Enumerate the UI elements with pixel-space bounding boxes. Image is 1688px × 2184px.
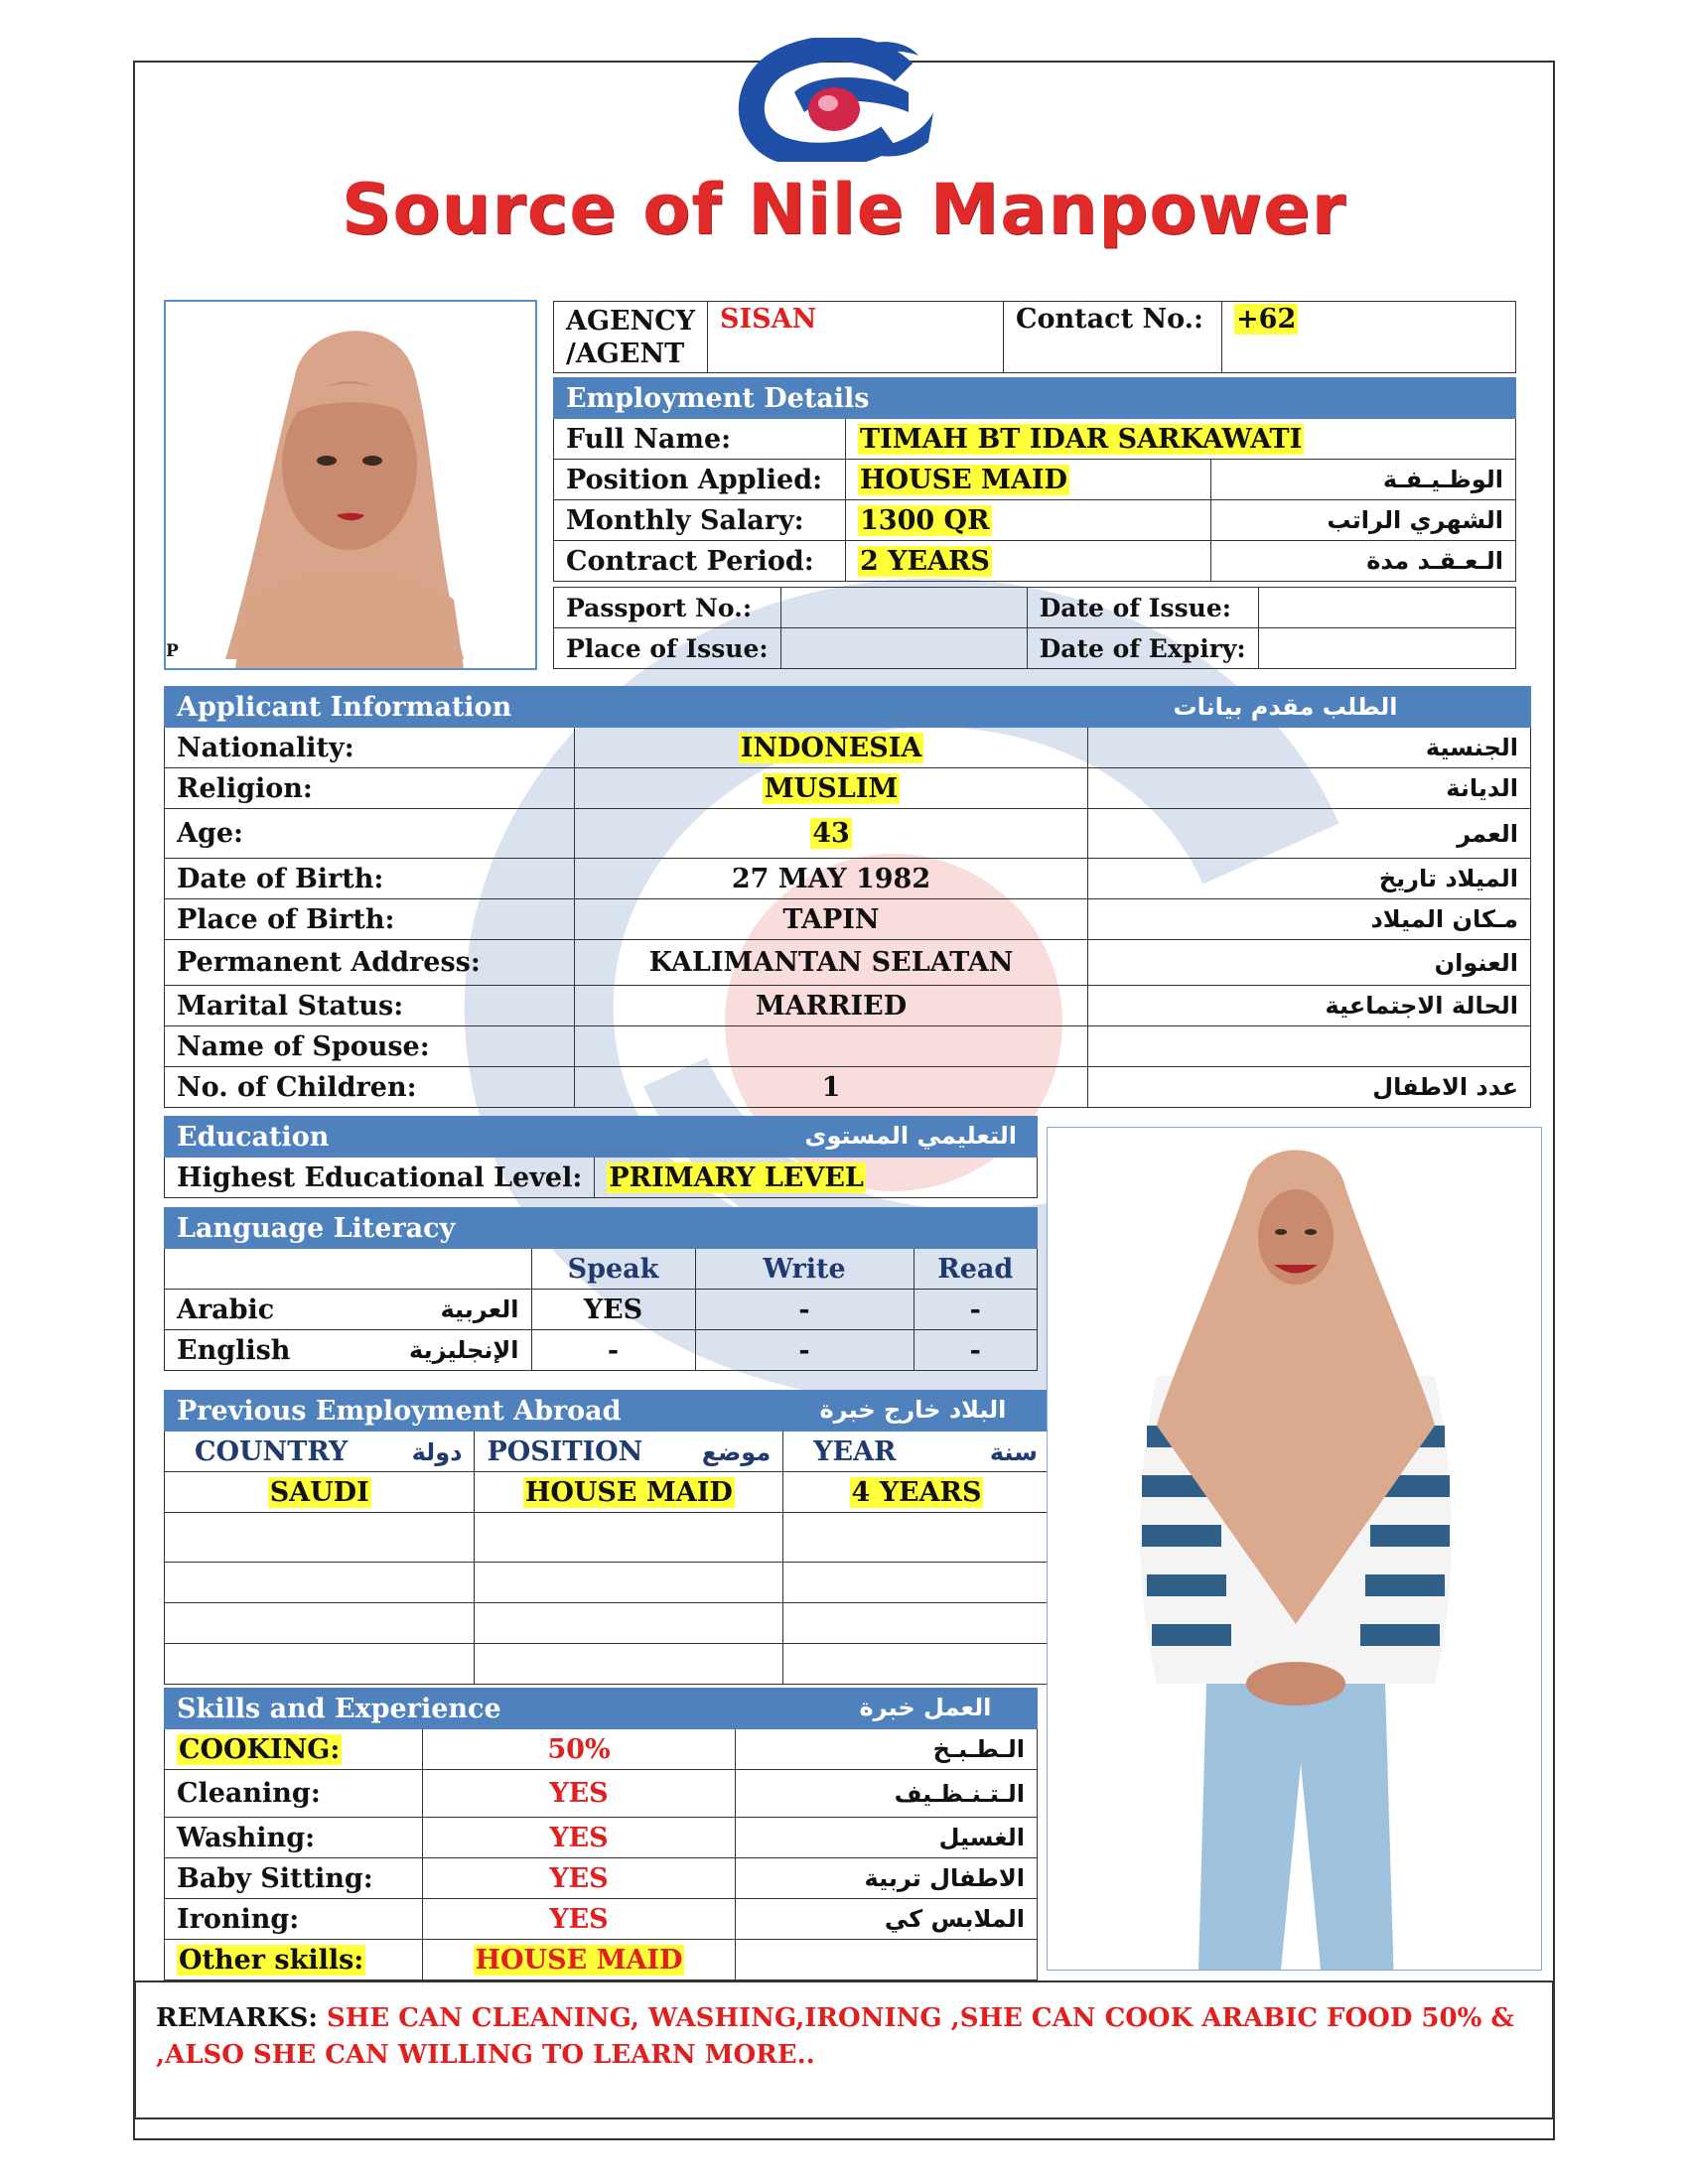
education-value: PRIMARY LEVEL xyxy=(609,1161,864,1193)
portrait-image xyxy=(166,302,535,668)
place-issue-label: Place of Issue: xyxy=(554,628,781,669)
prev-year-cell xyxy=(783,1472,1051,1513)
skills-title-ar: العمل خبرة xyxy=(859,1693,992,1721)
previous-title-row xyxy=(165,1391,1051,1432)
expiry-value xyxy=(1258,628,1515,669)
applicant-title: Applicant Information xyxy=(165,687,1088,728)
cleaning-value: YES xyxy=(423,1770,736,1818)
religion-label: Religion: xyxy=(165,768,575,809)
read-header: Read xyxy=(914,1249,1037,1290)
washing-value: YES xyxy=(423,1818,736,1858)
nationality-cell xyxy=(575,728,1088,768)
applicant-table xyxy=(164,686,1531,1108)
passport-label: Passport No.: xyxy=(554,588,781,628)
write-header: Write xyxy=(695,1249,914,1290)
empty-cell xyxy=(475,1513,783,1563)
education-title-ar: التعليمي المستوى xyxy=(804,1121,1017,1150)
address-value: KALIMANTAN SELATAN xyxy=(575,940,1088,986)
empty-cell xyxy=(783,1644,1051,1685)
year-header xyxy=(783,1432,1051,1472)
agency-table xyxy=(553,301,1516,373)
spouse-label: Name of Spouse: xyxy=(165,1026,575,1067)
pob-value: TAPIN xyxy=(575,899,1088,940)
empty-cell xyxy=(165,1563,475,1603)
babysitting-value: YES xyxy=(423,1858,736,1899)
age-label: Age: xyxy=(165,809,575,859)
salary-label: Monthly Salary: xyxy=(554,500,846,541)
cooking-label-ar: الـطـبـخ xyxy=(736,1729,1038,1770)
religion-cell xyxy=(575,768,1088,809)
education-title-row xyxy=(165,1117,1038,1158)
empty-cell xyxy=(475,1603,783,1644)
company-logo-icon xyxy=(725,38,943,162)
arabic-write: - xyxy=(695,1290,914,1330)
pob-label-ar: مـكان الميلاد xyxy=(1088,899,1531,940)
marital-label: Marital Status: xyxy=(165,986,575,1026)
arabic-read: - xyxy=(914,1290,1037,1330)
empty-cell xyxy=(165,1513,475,1563)
address-label-ar: العنوان xyxy=(1088,940,1531,986)
position-value: HOUSE MAID xyxy=(860,464,1067,495)
empty-cell xyxy=(783,1603,1051,1644)
issue-date-value xyxy=(1258,588,1515,628)
empty-cell xyxy=(475,1644,783,1685)
contact-label: Contact No.: xyxy=(1004,302,1222,373)
contract-label: Contract Period: xyxy=(554,541,846,582)
applicant-portrait-photo xyxy=(164,300,537,670)
age-cell xyxy=(575,809,1088,859)
previous-employment-table xyxy=(164,1390,1051,1685)
year-header-ar: سنة xyxy=(989,1437,1038,1466)
washing-label: Washing: xyxy=(165,1818,423,1858)
ironing-label-ar: الملابس كي xyxy=(736,1899,1038,1940)
salary-cell xyxy=(846,500,1211,541)
spouse-value xyxy=(575,1026,1088,1067)
other-skills-label: Other skills: xyxy=(179,1944,364,1976)
children-label-ar: عدد الاطفال xyxy=(1088,1067,1531,1108)
arabic-label-ar: العربية xyxy=(324,1290,532,1330)
other-skills-label-ar xyxy=(736,1940,1038,1980)
dob-value: 27 MAY 1982 xyxy=(575,859,1088,899)
children-value: 1 xyxy=(575,1067,1088,1108)
skills-title-row xyxy=(165,1689,1038,1729)
previous-title-ar: البلاد خارج خبرة xyxy=(819,1395,1007,1424)
full-name-value: TIMAH BT IDAR SARKAWATI xyxy=(860,423,1303,455)
remarks-text: SHE CAN CLEANING, WASHING,IRONING ,SHE CAN COOK ARABIC FOOD 50% & ,ALSO SHE CAN WILLING TO LEARN MORE.. xyxy=(156,2003,1514,2070)
education-table xyxy=(164,1116,1038,1198)
arabic-label: Arabic xyxy=(165,1290,324,1330)
nationality-label: Nationality: xyxy=(165,728,575,768)
previous-title: Previous Employment Abroad xyxy=(177,1395,622,1427)
other-skills-cell xyxy=(165,1940,423,1980)
skills-title: Skills and Experience xyxy=(177,1693,501,1724)
other-skills-value: HOUSE MAID xyxy=(475,1944,683,1976)
pob-label: Place of Birth: xyxy=(165,899,575,940)
education-cell xyxy=(595,1158,1038,1198)
religion-label-ar: الديانة xyxy=(1088,768,1531,809)
education-label: Highest Educational Level: xyxy=(165,1158,595,1198)
cleaning-label: Cleaning: xyxy=(165,1770,423,1818)
expiry-label: Date of Expiry: xyxy=(1027,628,1258,669)
babysitting-label: Baby Sitting: xyxy=(165,1858,423,1899)
prev-country: SAUDI xyxy=(269,1476,369,1508)
contact-cell xyxy=(1222,302,1516,373)
religion-value: MUSLIM xyxy=(764,772,899,804)
empty-cell xyxy=(783,1563,1051,1603)
applicant-title-ar: الطلب مقدم بيانات xyxy=(1088,687,1531,728)
employment-title: Employment Details xyxy=(554,378,1516,419)
address-label: Permanent Address: xyxy=(165,940,575,986)
country-header xyxy=(165,1432,475,1472)
applicant-full-body-photo xyxy=(1047,1127,1542,1971)
issue-date-label: Date of Issue: xyxy=(1027,588,1258,628)
education-title: Education xyxy=(177,1121,330,1153)
full-body-image xyxy=(1048,1128,1541,1970)
company-name: Source of Nile Manpower xyxy=(341,169,1347,250)
prev-year: 4 YEARS xyxy=(851,1476,982,1508)
passport-value xyxy=(780,588,1027,628)
cooking-value: 50% xyxy=(423,1729,736,1770)
empty-cell xyxy=(165,1644,475,1685)
cleaning-label-ar: الـتـنـظـيف xyxy=(736,1770,1038,1818)
cooking-cell xyxy=(165,1729,423,1770)
prev-position-cell xyxy=(475,1472,783,1513)
full-name-label: Full Name: xyxy=(554,419,846,460)
contact-value: +62 xyxy=(1236,304,1297,335)
remarks-box xyxy=(134,1980,1554,2119)
empty-cell xyxy=(783,1513,1051,1563)
passport-table xyxy=(553,587,1516,669)
agency-label-line1: AGENCY xyxy=(566,305,696,337)
contract-value: 2 YEARS xyxy=(860,545,990,577)
agency-value: SISAN xyxy=(708,302,1004,373)
contract-cell xyxy=(846,541,1211,582)
empty-cell xyxy=(475,1563,783,1603)
remarks-label: REMARKS: xyxy=(156,2003,318,2033)
position-header-ar: موضع xyxy=(701,1437,772,1466)
english-write: - xyxy=(695,1330,914,1371)
salary-label-ar: الشهري الراتب xyxy=(1211,500,1516,541)
full-name-cell xyxy=(846,419,1516,460)
language-corner xyxy=(165,1249,532,1290)
agency-label-line2: /AGENT xyxy=(566,338,685,369)
nationality-label-ar: الجنسية xyxy=(1088,728,1531,768)
other-skills-value-cell xyxy=(423,1940,736,1980)
age-label-ar: العمر xyxy=(1088,809,1531,859)
position-header-en: POSITION xyxy=(487,1435,643,1467)
washing-label-ar: الغسيل xyxy=(736,1818,1038,1858)
employment-table xyxy=(553,377,1516,582)
skills-table xyxy=(164,1688,1038,1980)
language-table xyxy=(164,1207,1038,1371)
ironing-value: YES xyxy=(423,1899,736,1940)
year-header-en: YEAR xyxy=(813,1435,897,1467)
cooking-label: COOKING: xyxy=(179,1733,341,1765)
position-header xyxy=(475,1432,783,1472)
english-label: English xyxy=(165,1330,324,1371)
language-title: Language Literacy xyxy=(165,1208,1038,1249)
spouse-label-ar xyxy=(1088,1026,1531,1067)
photo-mark: P xyxy=(166,641,179,661)
position-cell xyxy=(846,460,1211,500)
age-value: 43 xyxy=(812,818,850,849)
country-header-ar: دولة xyxy=(411,1437,463,1466)
nationality-value: INDONESIA xyxy=(740,732,922,763)
country-header-en: COUNTRY xyxy=(195,1435,349,1467)
english-speak: - xyxy=(531,1330,695,1371)
speak-header: Speak xyxy=(531,1249,695,1290)
english-read: - xyxy=(914,1330,1037,1371)
agency-label xyxy=(554,302,708,373)
place-issue-value xyxy=(780,628,1027,669)
babysitting-label-ar: الاطفال تربية xyxy=(736,1858,1038,1899)
salary-value: 1300 QR xyxy=(860,504,990,536)
prev-country-cell xyxy=(165,1472,475,1513)
prev-position: HOUSE MAID xyxy=(524,1476,733,1508)
children-label: No. of Children: xyxy=(165,1067,575,1108)
marital-label-ar: الحالة الاجتماعية xyxy=(1088,986,1531,1026)
position-label-ar: الوظـيـفـة xyxy=(1211,460,1516,500)
arabic-speak: YES xyxy=(531,1290,695,1330)
english-label-ar: الإنجليزية xyxy=(324,1330,532,1371)
position-label: Position Applied: xyxy=(554,460,846,500)
contract-label-ar: الـعـقـد مدة xyxy=(1211,541,1516,582)
marital-value: MARRIED xyxy=(575,986,1088,1026)
ironing-label: Ironing: xyxy=(165,1899,423,1940)
empty-cell xyxy=(165,1603,475,1644)
dob-label-ar: الميلاد تاريخ xyxy=(1088,859,1531,899)
dob-label: Date of Birth: xyxy=(165,859,575,899)
